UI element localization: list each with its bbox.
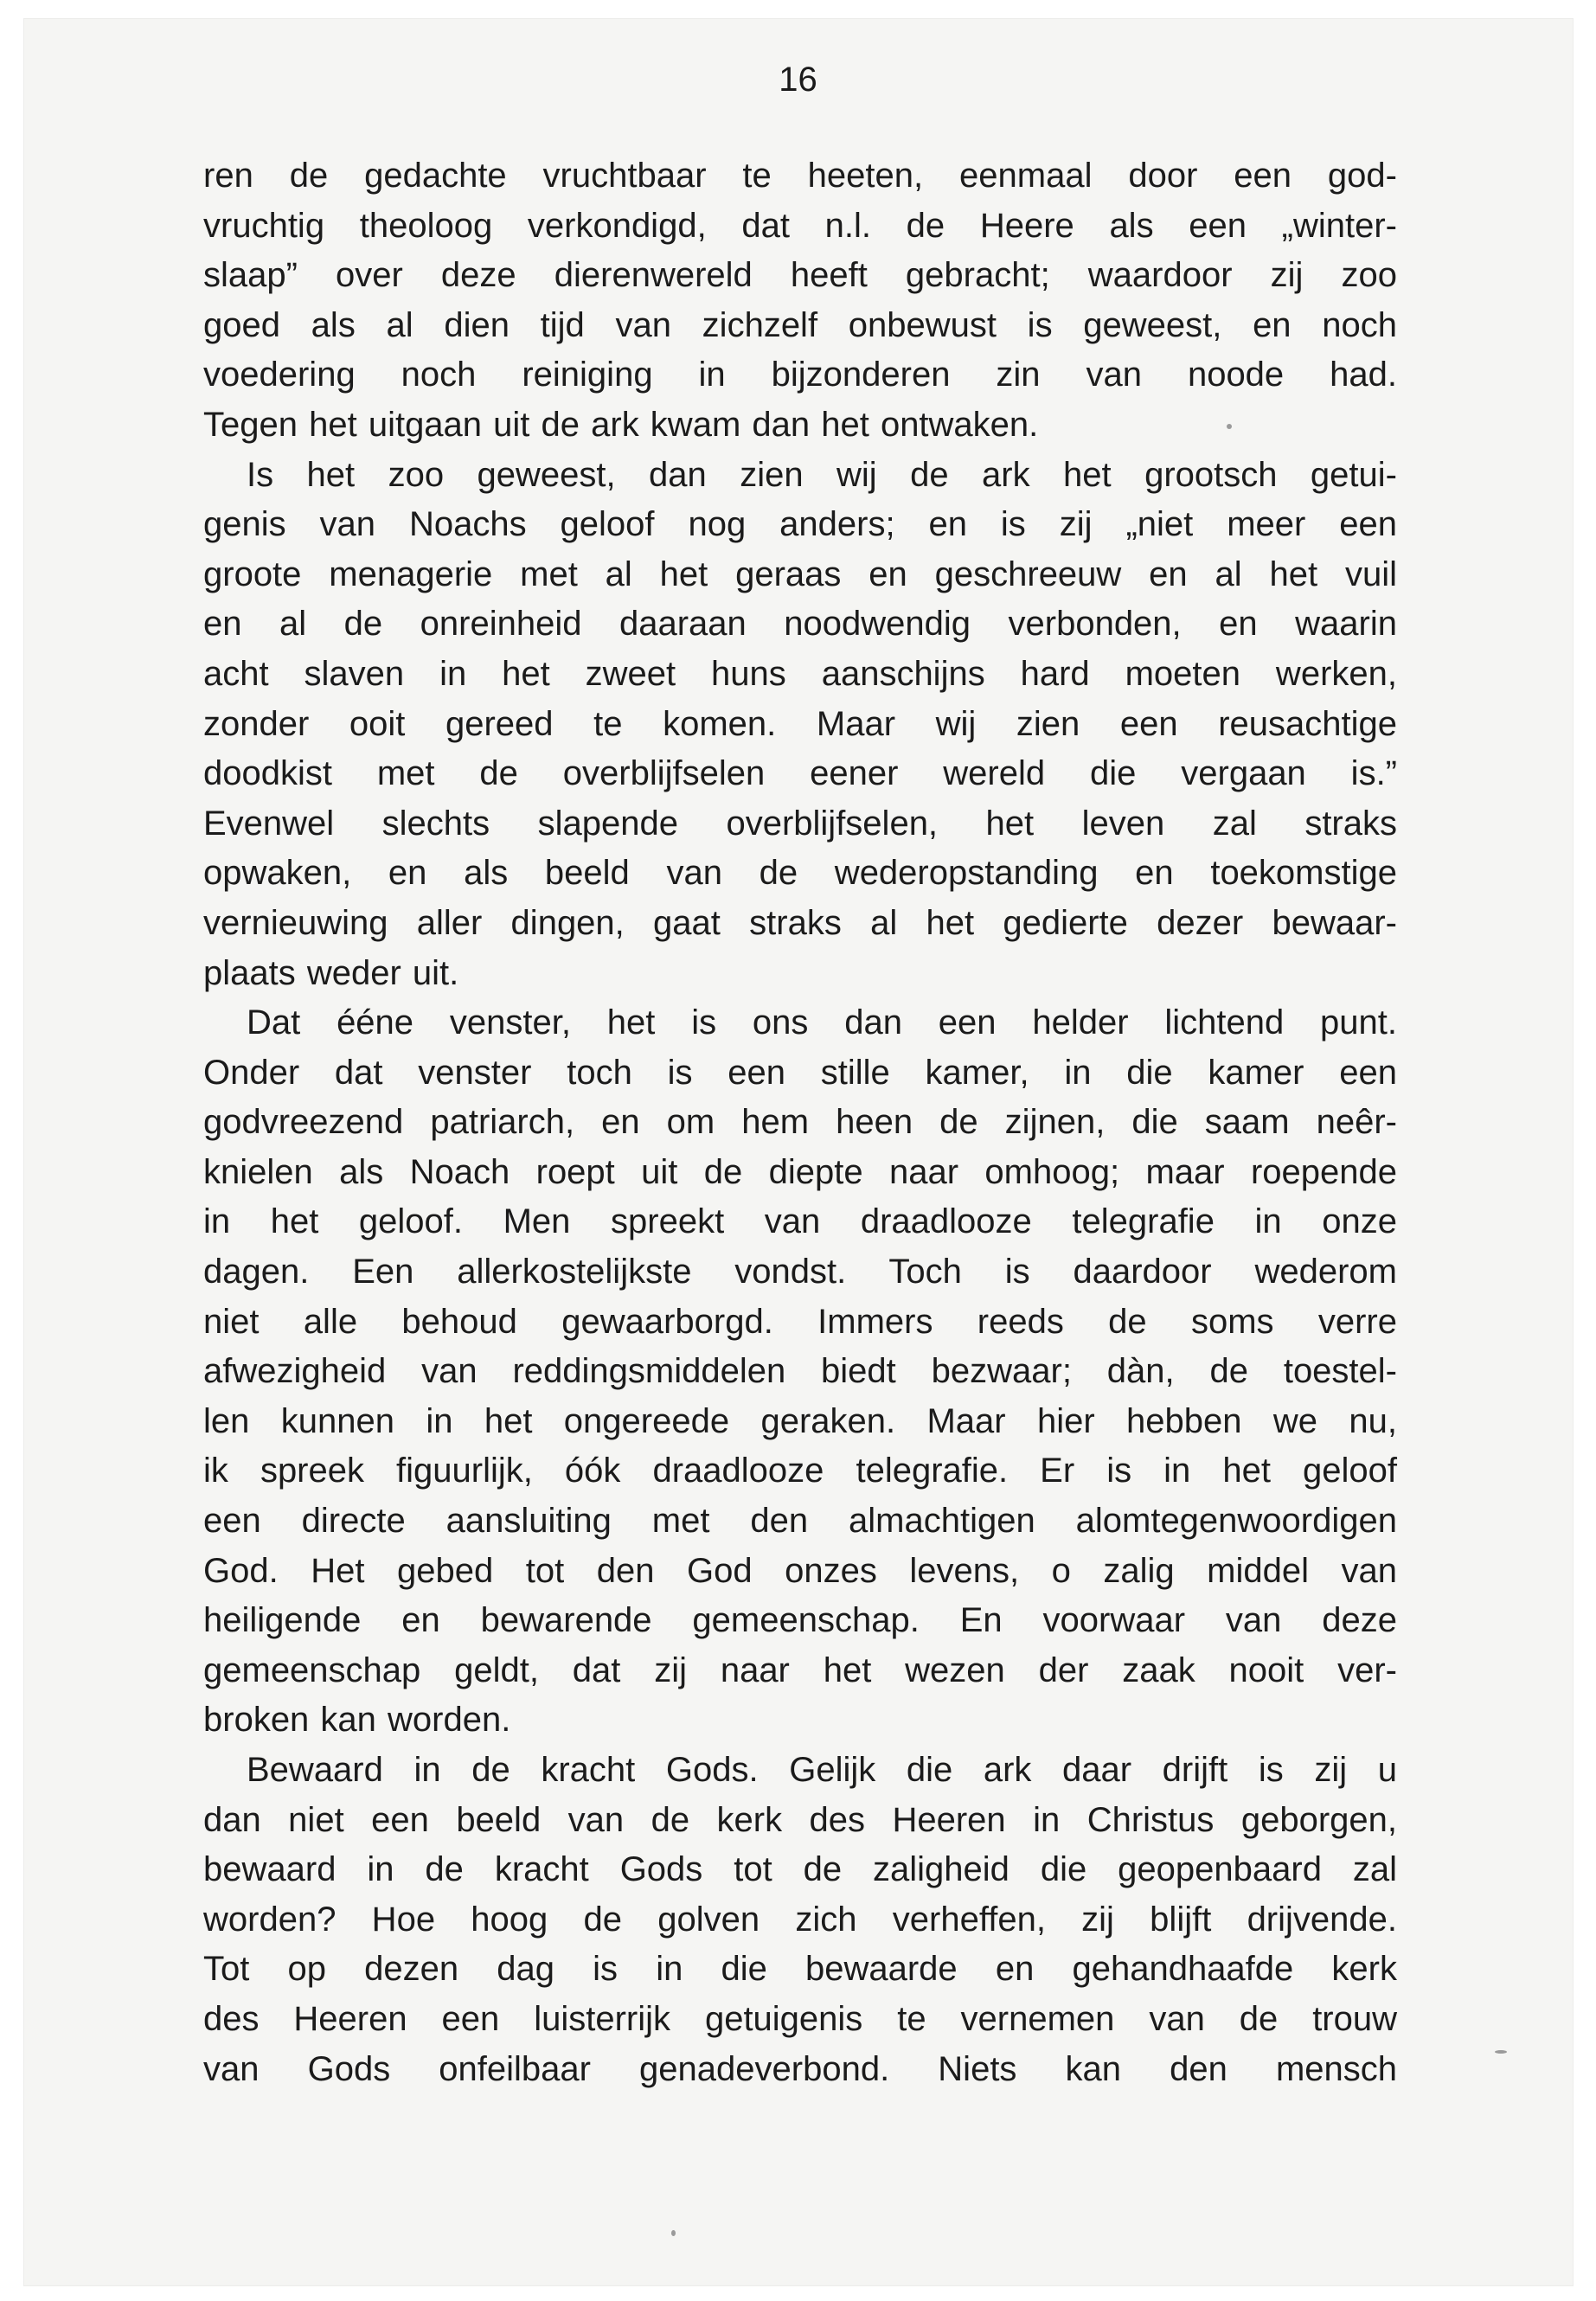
text-line: een directe aansluiting met den almachtigen alomtegenwoordigen [203, 1502, 1397, 1541]
text-line: worden? Hoe hoog de golven zich verheffen, zij blijft drijvende. [203, 1900, 1397, 1939]
text-line: acht slaven in het zweet huns aanschijns hard moeten werken, [203, 654, 1397, 693]
text-line: opwaken, en als beeld van de wederopstanding en toekomstige [203, 854, 1397, 893]
text-line: vernieuwing aller dingen, gaat straks al het gedierte dezer bewaar- [203, 903, 1397, 942]
text-line: God. Het gebed tot den God onzes levens, o zalig middel van [203, 1551, 1397, 1590]
text-line: Dat ééne venster, het is ons dan een helder lichtend punt. [247, 1003, 1397, 1042]
text-line: des Heeren een luisterrijk getuigenis te vernemen van de trouw [203, 1999, 1397, 2038]
text-line: ren de gedachte vruchtbaar te heeten, eenmaal door een god- [203, 157, 1397, 195]
text-line: Onder dat venster toch is een stille kamer, in die kamer een [203, 1053, 1397, 1092]
text-line: doodkist met de overblijfselen eener wereld die vergaan is.” [203, 754, 1397, 793]
text-line: afwezigheid van reddingsmiddelen biedt bezwaar; dàn, de toestel- [203, 1352, 1397, 1391]
scan-speck [1495, 2050, 1507, 2054]
text-line: en al de onreinheid daaraan noodwendig verbonden, en waarin [203, 605, 1397, 644]
page-number: 16 [779, 61, 817, 99]
text-line: godvreezend patriarch, en om hem heen de zijnen, die saam neêr- [203, 1103, 1397, 1142]
text-line: plaats weder uit. [203, 953, 459, 992]
text-line: vruchtig theoloog verkondigd, dat n.l. de Heere als een „winter- [203, 206, 1397, 245]
text-line: gemeenschap geldt, dat zij naar het wezen der zaak nooit ver- [203, 1650, 1397, 1689]
text-line: groote menagerie met al het geraas en geschreeuw en al het vuil [203, 554, 1397, 593]
text-line: niet alle behoud gewaarborgd. Immers reeds de soms verre [203, 1302, 1397, 1341]
text-line: Bewaard in de kracht Gods. Gelijk die ark daar drijft is zij u [247, 1751, 1397, 1789]
text-line: len kunnen in het ongereede geraken. Maar hier hebben we nu, [203, 1401, 1397, 1440]
scan-speck [671, 2230, 676, 2236]
text-line: voedering noch reiniging in bijzonderen zin van noode had. [203, 356, 1397, 394]
scan-speck [1227, 424, 1232, 429]
text-line: Tegen het uitgaan uit de ark kwam dan het ontwaken. [203, 405, 1039, 444]
text-line: dagen. Een allerkostelijkste vondst. Toch is daardoor wederom [203, 1253, 1397, 1292]
text-line: Evenwel slechts slapende overblijfselen, het leven zal straks [203, 804, 1397, 843]
text-line: goed als al dien tijd van zichzelf onbewust is geweest, en noch [203, 305, 1397, 344]
text-line: bewaard in de kracht Gods tot de zaligheid die geopenbaard zal [203, 1850, 1397, 1889]
text-line: zonder ooit gereed te komen. Maar wij zien een reusachtige [203, 704, 1397, 743]
text-line: slaap” over deze dierenwereld heeft gebracht; waardoor zij zoo [203, 256, 1397, 295]
text-line: dan niet een beeld van de kerk des Heeren in Christus geborgen, [203, 1800, 1397, 1839]
body-text [203, 151, 1397, 2094]
text-line: Is het zoo geweest, dan zien wij de ark het grootsch getui- [247, 455, 1397, 494]
text-line: ik spreek figuurlijk, óók draadlooze telegrafie. Er is in het geloof [203, 1452, 1397, 1490]
text-line: in het geloof. Men spreekt van draadlooze telegrafie in onze [203, 1202, 1397, 1241]
text-line: van Gods onfeilbaar genadeverbond. Niets kan den mensch [203, 2049, 1397, 2088]
text-line: Tot op dezen dag is in die bewaarde en gehandhaafde kerk [203, 1950, 1397, 1989]
text-line: broken kan worden. [203, 1701, 511, 1740]
text-line: genis van Noachs geloof nog anders; en is zij „niet meer een [203, 505, 1397, 544]
text-line: knielen als Noach roept uit de diepte naar omhoog; maar roepende [203, 1152, 1397, 1191]
text-line: heiligende en bewarende gemeenschap. En voorwaar van deze [203, 1601, 1397, 1640]
